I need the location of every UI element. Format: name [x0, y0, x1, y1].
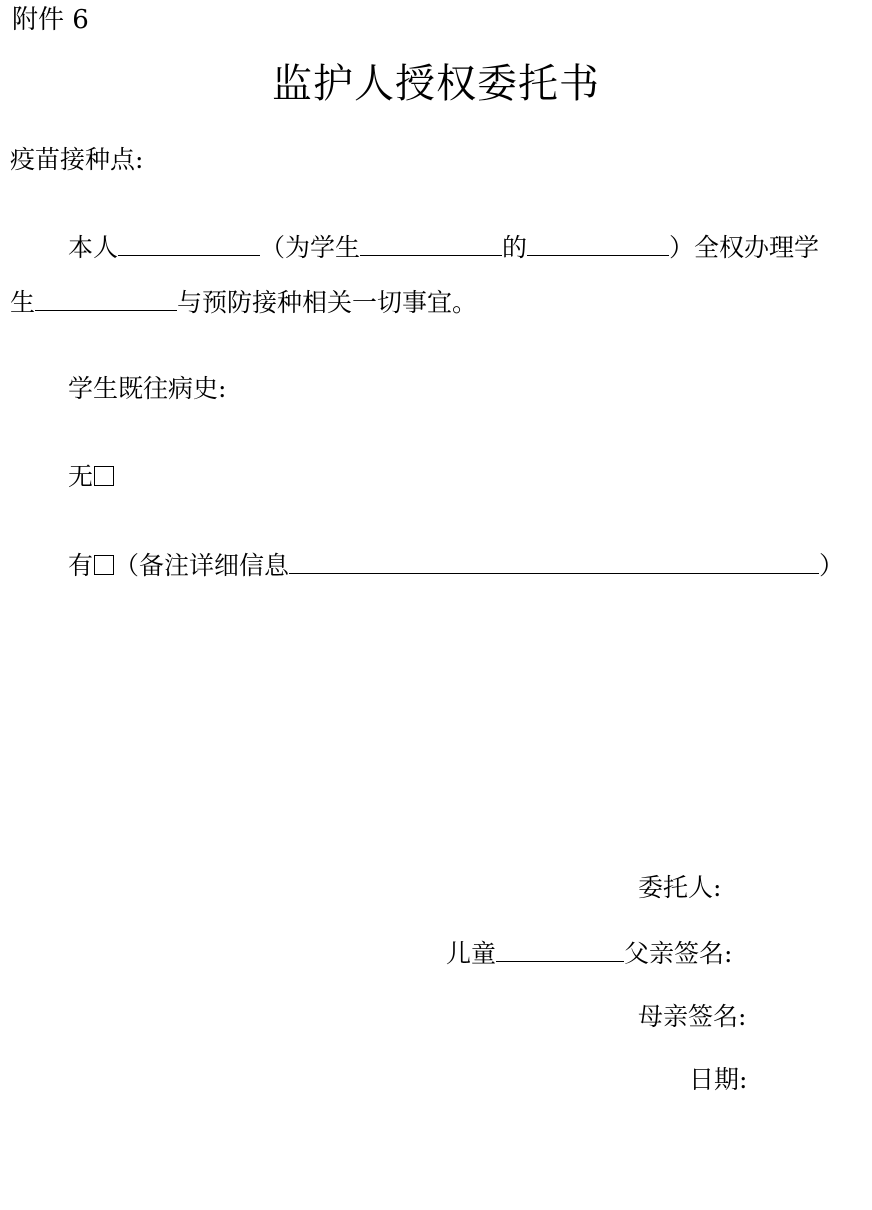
option-yes-label: 有 — [68, 551, 94, 580]
father-signature-label: 父亲签名: — [624, 939, 733, 968]
guardian-name-blank[interactable] — [118, 233, 260, 256]
remarks-open-text: （备注详细信息 — [114, 551, 290, 580]
child-father-line — [446, 936, 732, 972]
mother-signature-label: 母亲签名: — [638, 1002, 747, 1031]
checkbox-none[interactable] — [94, 466, 114, 486]
checkbox-yes[interactable] — [94, 555, 114, 575]
authorization-text-3: 的 — [502, 233, 528, 262]
authorization-line-1 — [68, 230, 819, 266]
authorization-text-5: 生 — [10, 288, 36, 317]
student-name-blank[interactable] — [360, 233, 502, 256]
child-label: 儿童 — [446, 939, 497, 968]
date-label: 日期: — [689, 1065, 748, 1094]
remarks-close-text: ） — [819, 551, 845, 580]
option-none — [68, 459, 114, 495]
option-none-label: 无 — [68, 462, 94, 491]
authorization-text-6: 与预防接种相关一切事宜。 — [177, 288, 478, 317]
option-yes — [68, 548, 844, 584]
principal-label: 委托人: — [638, 873, 722, 902]
authorization-line-2 — [10, 285, 477, 321]
child-name-blank[interactable] — [496, 939, 624, 962]
authorization-text-4: ）全权办理学 — [669, 233, 820, 262]
authorization-text-1: 本人 — [68, 233, 119, 262]
attachment-label: 附件 6 — [12, 5, 89, 35]
remarks-blank[interactable] — [289, 551, 819, 574]
authorization-text-2: （为学生 — [260, 233, 361, 262]
relationship-blank[interactable] — [527, 233, 669, 256]
page-title: 监护人授权委托书 — [272, 61, 600, 107]
medical-history-label: 学生既往病史: — [68, 374, 227, 403]
site-label: 疫苗接种点: — [10, 145, 144, 174]
student-name-blank-2[interactable] — [35, 288, 177, 311]
